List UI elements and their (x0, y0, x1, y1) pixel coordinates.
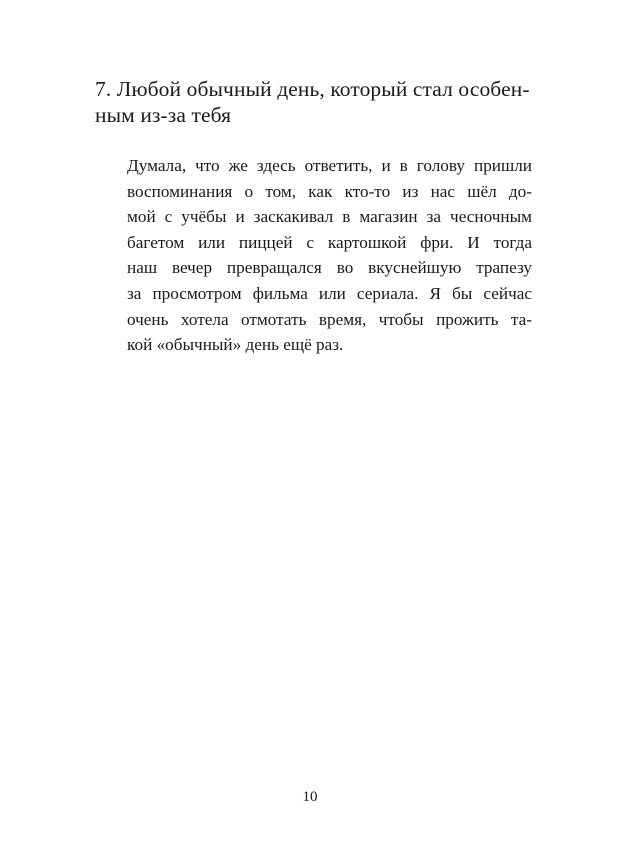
paragraph-line: багетом или пиццей с картошкой фри. И тогда (127, 232, 532, 252)
body-paragraph (127, 153, 532, 358)
paragraph-line: воспоминания о том, как кто-то из нас шёл до- (127, 181, 532, 201)
heading-line: ным из-за тебя (95, 103, 232, 127)
paragraph-line: кой «обычный» день ещё раз. (127, 335, 344, 355)
page-number: 10 (302, 789, 318, 805)
heading-line: 7. Любой обычный день, который стал особен- (95, 77, 530, 101)
paragraph-line: очень хотела отмотать время, чтобы прожить та- (127, 309, 532, 329)
paragraph-line: наш вечер превращался во вкуснейшую трапезу (127, 258, 532, 278)
paragraph-line: за просмотром фильма или сериала. Я бы сейчас (127, 283, 532, 303)
paragraph-line: Думала, что же здесь ответить, и в голову пришли (127, 156, 532, 175)
paragraph-line: мой с учёбы и заскакивал в магазин за чесночным (127, 207, 532, 227)
section-heading (95, 76, 535, 128)
